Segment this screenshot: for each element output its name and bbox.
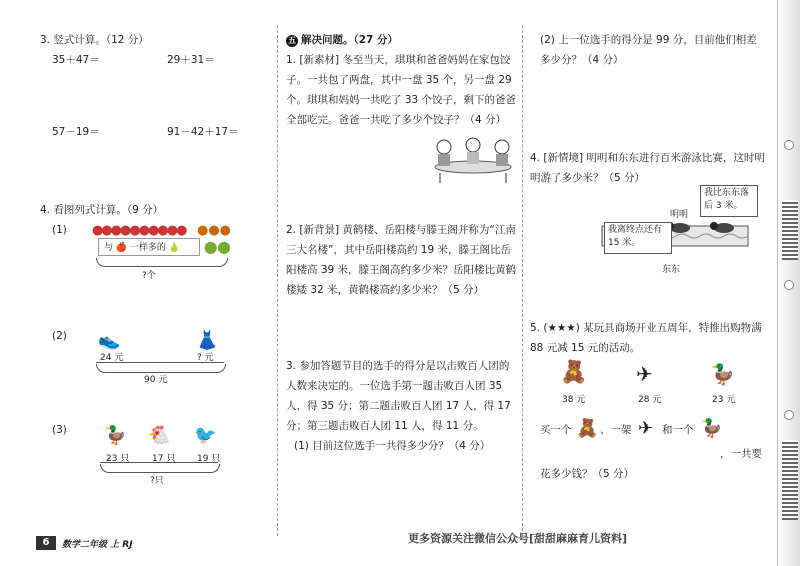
watermark-text: 更多资源关注微信公众号[甜甜麻麻育儿资料]: [408, 532, 628, 545]
dress-icon: 👗: [196, 330, 219, 351]
section-title: [286, 30, 398, 50]
hen-icon: 🐔: [148, 425, 171, 446]
toy-price: 38 元: [562, 395, 586, 405]
p5-question-part: 和一个: [662, 424, 694, 436]
family-dumplings-image: [430, 135, 516, 183]
speech-bubble: 我离终点还有 15 米。: [604, 222, 672, 254]
column-divider-left: [277, 25, 278, 536]
q3-item: 91－42＋17＝: [167, 126, 239, 138]
sidebar-pattern: [782, 440, 798, 520]
problem-5: 5. (★★★) 某玩具商场开业五周年，特推出购物满 88 元减 15 元的活动。: [530, 322, 762, 354]
q4-3-count: 17 只: [152, 454, 176, 464]
section-number: 五: [288, 36, 296, 45]
p5-question-part: 买一个: [540, 424, 572, 436]
binding-sidebar: [777, 0, 800, 566]
q4-2-label: (2): [52, 330, 67, 342]
brace: [96, 258, 228, 267]
q4-1-label: (1): [52, 224, 67, 236]
shoes-icon: 👟: [98, 330, 121, 351]
q3-item: 57－19＝: [52, 126, 100, 138]
problem-3-2: (2) 上一位选手的得分是 99 分，目前他们相差多少分？（4 分）: [540, 34, 757, 66]
doll-icon: 🧸: [576, 418, 599, 439]
speech-bubble: 我比东东落后 3 米。: [700, 185, 758, 217]
q4-2-price: 24 元: [100, 353, 124, 363]
binding-hole: [784, 140, 794, 150]
airplane-icon: ✈: [638, 418, 654, 439]
section-title-text: 解决问题。（27 分）: [301, 34, 399, 46]
segment-line: [100, 462, 218, 463]
toy-price: 28 元: [638, 395, 662, 405]
sidebar-pattern: [782, 200, 798, 260]
binding-hole: [784, 410, 794, 420]
problem-2: 2. [新背景] 黄鹤楼、岳阳楼与滕王阁并称为“江南三大名楼”，其中岳阳楼高约 19 米，滕王阁比岳阳楼高 39 米，滕王阁高约多少米？岳阳楼比黄鹤楼矮 32 米，黄鹤楼高约多少米？（5 分）: [286, 224, 517, 296]
problem-3: 3. 参加答题节目的选手的得分是以击败百人团的人数来决定的。一位选手第一题击败百人团 35 人，得 35 分；第二题击败百人团 17 人，得 17 分；第三题击败百人团 11 人，得 11 分。: [286, 360, 511, 432]
toy-price: 23 元: [712, 395, 736, 405]
brace: [100, 464, 220, 473]
swimmer-name: 东东: [662, 265, 681, 275]
duck-icon: 🦆: [104, 425, 127, 446]
problem-4: 4. [新情境] 明明和东东进行百米游泳比赛，这时明明游了多少米？（5 分）: [530, 152, 765, 184]
swimmer-name: 明明: [670, 210, 689, 220]
q4-3-count: 23 只: [106, 454, 130, 464]
problem-3-1: (1) 目前这位选手一共得多少分？（4 分）: [294, 440, 491, 452]
doll-icon: 🧸: [560, 360, 588, 385]
q3-item: 35＋47＝: [52, 54, 100, 66]
p5-question-part: 、一架: [600, 424, 632, 436]
q4-1-text: 与 🍎 一样多的 🍐: [104, 243, 180, 253]
q4-3-count: 19 只: [197, 454, 221, 464]
q3-item: 29＋31＝: [167, 54, 215, 66]
q4-title: 4. 看图列式计算。（9 分）: [40, 204, 164, 216]
column-divider-right: [522, 25, 523, 536]
book-label: 数学二年级 上 RJ: [62, 540, 133, 550]
problem-1: 1. [新素材] 冬至当天，琪琪和爸爸妈妈在家包饺子。一共包了两盘，其中一盘 35 个，另一盘 29 个。琪琪和妈妈一共吃了 33 个饺子，剩下的爸爸全部吃完。爸爸一共吃了多少个饺子？（4 分）: [286, 54, 517, 126]
airplane-icon: ✈: [636, 362, 653, 386]
duck-toy-icon: 🦆: [710, 362, 735, 386]
q4-3-label: (3): [52, 424, 67, 436]
q4-3-question: ?只: [150, 476, 164, 486]
apple-row-icon: ●●●●●●●●●●: [92, 223, 186, 238]
q4-2-total: 90 元: [144, 375, 168, 385]
bird-icon: 🐦: [194, 425, 217, 446]
q4-1-question: ?个: [142, 271, 156, 281]
pear-icon: ⬤⬤: [204, 240, 231, 254]
page-number: 6: [36, 536, 56, 550]
segment-line: [96, 362, 224, 363]
p5-question-part: ，一共要花多少钱？（5 分）: [540, 448, 762, 480]
binding-hole: [784, 280, 794, 290]
q3-title: 3. 竖式计算。（12 分）: [40, 34, 149, 46]
q4-2-price: ? 元: [197, 353, 214, 363]
orange-icon: ●●●: [197, 223, 232, 238]
duck-toy-icon: 🦆: [700, 418, 723, 439]
